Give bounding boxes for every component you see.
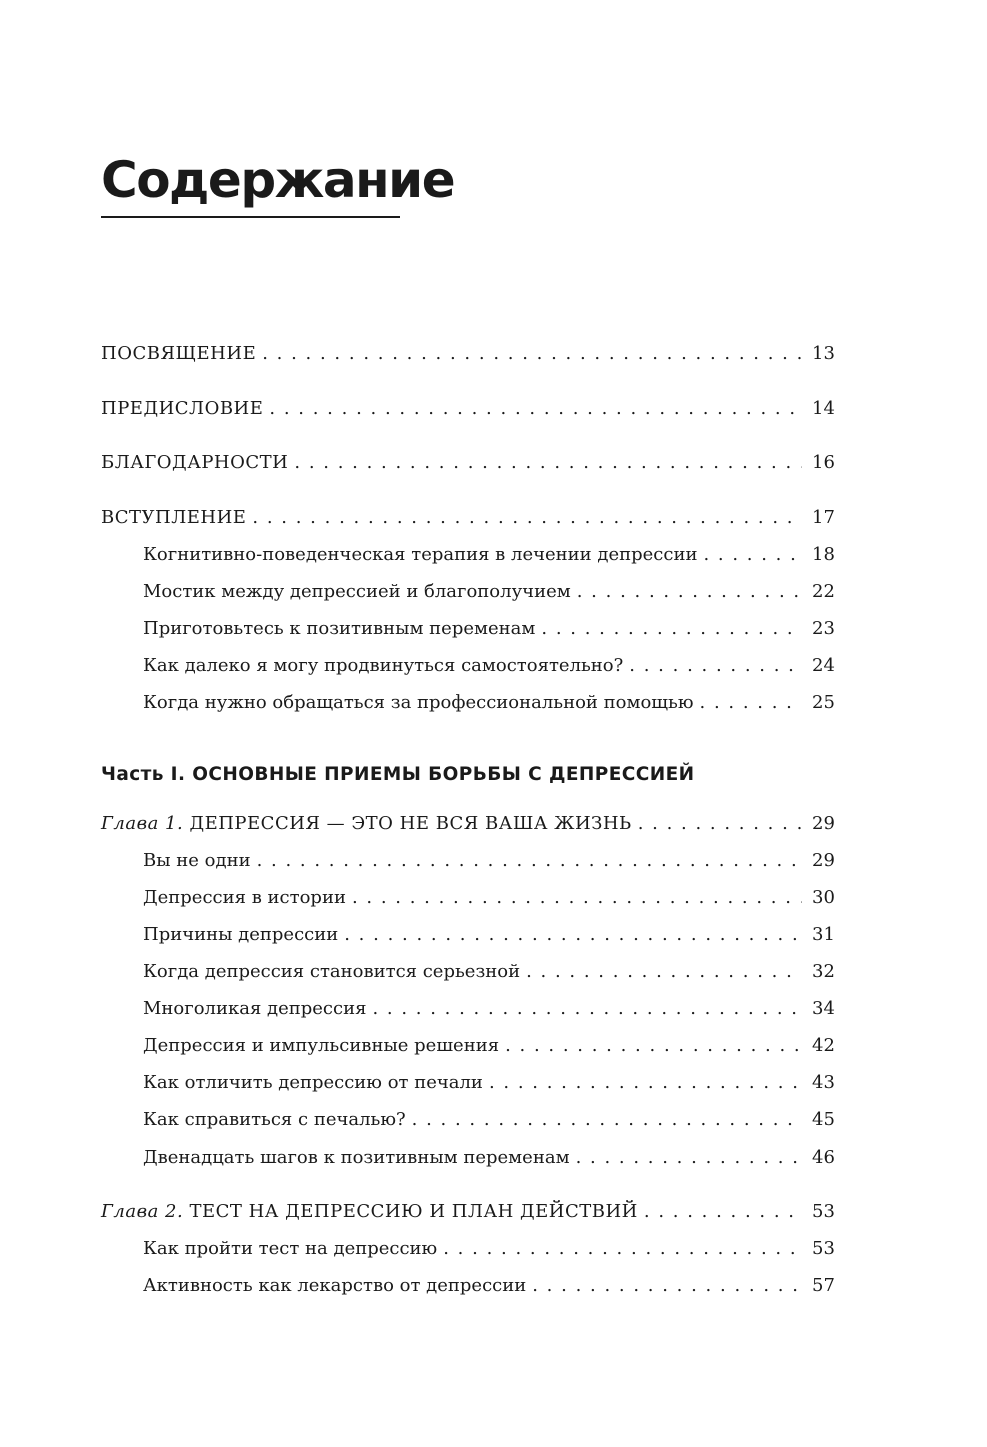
dot-leader [532,1273,802,1299]
toc-entry-label: Когда нужно обращаться за профессиональной помощью [143,692,694,713]
toc-entry-label: Как справиться с печалью? [143,1109,406,1130]
toc-entry-label: Мостик между депрессией и благополучием [143,581,571,602]
dot-leader [262,341,802,367]
toc-entry-page: 31 [812,924,835,945]
toc-entry-page: 23 [812,618,835,639]
chapter-title: ДЕПРЕССИЯ — ЭТО НЕ ВСЯ ВАША ЖИЗНЬ [189,813,632,834]
dot-leader [638,811,802,837]
chapter-prefix: Глава 2. [101,1201,184,1222]
dot-leader [700,690,802,716]
toc-entry-label [101,1199,638,1225]
chapter-title: ТЕСТ НА ДЕПРЕССИЮ И ПЛАН ДЕЙСТВИЙ [189,1201,638,1222]
page-title: Содержание [101,151,455,209]
toc-entry-label: Как пройти тест на депрессию [143,1238,438,1259]
toc-entry-label: ПОСВЯЩЕНИЕ [101,343,257,364]
toc-subentry[interactable] [143,690,835,716]
toc-entry-label: ВСТУПЛЕНИЕ [101,507,247,528]
toc-entry-label: Активность как лекарство от депрессии [143,1275,527,1296]
toc-subentry[interactable] [143,848,835,874]
toc-entry-label: Причины депрессии [143,924,339,945]
toc-entry-page: 46 [812,1147,835,1168]
toc-entry-page: 25 [812,692,835,713]
toc-entry-page: 13 [812,343,835,364]
dot-leader [257,848,802,874]
toc-entry-dedication[interactable] [101,341,835,367]
dot-leader [269,396,802,422]
toc-entry-page: 57 [812,1275,835,1296]
toc-entry-page: 18 [812,544,835,565]
dot-leader [505,1033,802,1059]
dot-leader [294,450,802,476]
toc-entry-page: 16 [812,452,835,473]
toc-chapter-1[interactable] [101,811,835,837]
toc-entry-label: ПРЕДИСЛОВИЕ [101,398,264,419]
part-heading: Часть I. ОСНОВНЫЕ ПРИЕМЫ БОРЬБЫ С ДЕПРЕССИЕЙ [101,764,695,785]
dot-leader [577,579,802,605]
toc-entry-page: 17 [812,507,835,528]
toc-subentry[interactable] [143,1145,835,1171]
toc-subentry[interactable] [143,996,835,1022]
dot-leader [489,1070,802,1096]
toc-entry-label: Депрессия и импульсивные решения [143,1035,500,1056]
toc-subentry[interactable] [143,616,835,642]
toc-entry-label: Когда депрессия становится серьезной [143,961,521,982]
toc-entry-page: 45 [812,1109,835,1130]
toc-subentry[interactable] [143,959,835,985]
dot-leader [344,922,802,948]
toc-entry-page: 29 [812,813,835,834]
toc-entry-page: 53 [812,1201,835,1222]
toc-subentry[interactable] [143,1107,835,1133]
toc-entry-page: 14 [812,398,835,419]
dot-leader [644,1199,802,1225]
toc-entry-label: Приготовьтесь к позитивным переменам [143,618,536,639]
toc-entry-page: 53 [812,1238,835,1259]
toc-entry-label: Многоликая депрессия [143,998,367,1019]
toc-chapter-2[interactable] [101,1199,835,1225]
toc-entry-page: 32 [812,961,835,982]
toc-entry-page: 30 [812,887,835,908]
toc-entry-label: Вы не одни [143,850,251,871]
dot-leader [412,1107,802,1133]
toc-subentry[interactable] [143,1236,835,1262]
dot-leader [352,885,802,911]
dot-leader [252,505,802,531]
dot-leader [576,1145,802,1171]
toc-subentry[interactable] [143,542,835,568]
toc-entry-label [101,811,632,837]
toc-subentry[interactable] [143,579,835,605]
chapter-prefix: Глава 1. [101,813,184,834]
toc-subentry[interactable] [143,653,835,679]
toc-subentry[interactable] [143,885,835,911]
toc-entry-label: БЛАГОДАРНОСТИ [101,452,289,473]
toc-entry-preface[interactable] [101,396,835,422]
dot-leader [372,996,802,1022]
dot-leader [526,959,802,985]
toc-subentry[interactable] [143,1070,835,1096]
toc-subentry[interactable] [143,1033,835,1059]
toc-entry-acknowledgements[interactable] [101,450,835,476]
toc-entry-label: Как далеко я могу продвинуться самостоятельно? [143,655,624,676]
toc-entry-introduction[interactable] [101,505,835,531]
toc-entry-page: 22 [812,581,835,602]
toc-subentry[interactable] [143,1273,835,1299]
toc-entry-page: 43 [812,1072,835,1093]
toc-entry-page: 24 [812,655,835,676]
toc-entry-label: Когнитивно-поведенческая терапия в лечении депрессии [143,544,698,565]
toc-entry-page: 42 [812,1035,835,1056]
toc-entry-label: Как отличить депрессию от печали [143,1072,483,1093]
toc-entry-page: 29 [812,850,835,871]
toc-entry-label: Депрессия в истории [143,887,346,908]
dot-leader [629,653,802,679]
toc-entry-label: Двенадцать шагов к позитивным переменам [143,1147,570,1168]
title-underline [101,216,400,218]
toc-subentry[interactable] [143,922,835,948]
dot-leader [443,1236,802,1262]
toc-entry-page: 34 [812,998,835,1019]
dot-leader [703,542,802,568]
dot-leader [541,616,802,642]
